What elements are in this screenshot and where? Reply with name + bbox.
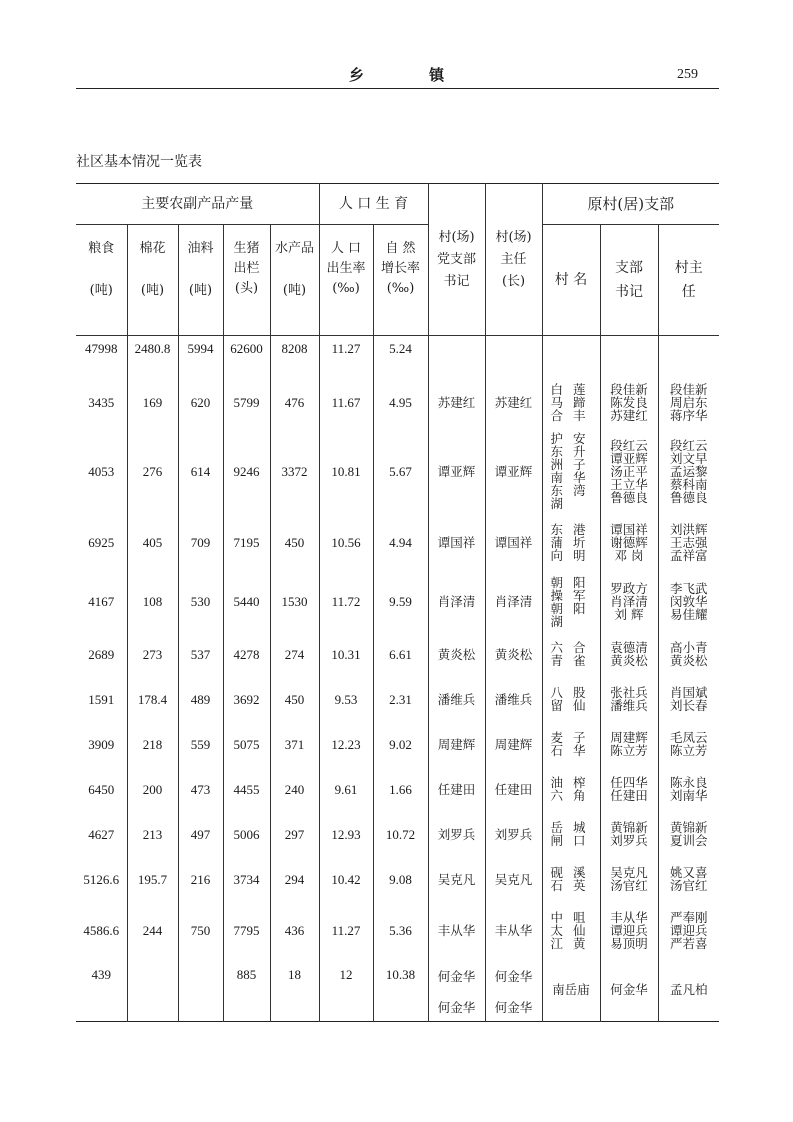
village-name: 马蹄 <box>550 394 586 410</box>
cell-birth: 10.42 <box>319 857 373 902</box>
village-name: 江黄 <box>550 935 586 951</box>
header-aquatic: 水产品 (吨) <box>270 225 319 336</box>
cell-party: 黄炎松 <box>428 632 485 677</box>
person-name: 易佳耀 <box>670 607 708 622</box>
village-name: 砚溪 <box>550 865 586 880</box>
cell-aquatic: 436 <box>270 902 319 959</box>
person-name: 刘罗兵 <box>610 833 648 848</box>
person-name: 汤官红 <box>670 878 708 893</box>
cell-pig: 885 <box>223 959 270 1022</box>
village-name: 六合 <box>550 640 586 655</box>
cell-villages <box>542 572 600 632</box>
cell-growth: 5.67 <box>373 429 428 514</box>
cell-party: 何金华 <box>428 994 485 1022</box>
header-grain: 粮食 (吨) <box>88 241 115 298</box>
cell-secretaries <box>600 429 658 514</box>
person-name: 谭国祥 <box>610 522 648 537</box>
person-name: 黄锦新 <box>610 820 648 835</box>
person-name: 任四华 <box>610 775 648 790</box>
cell-cotton: 405 <box>127 514 178 572</box>
cell-birth: 9.61 <box>319 767 373 812</box>
person-name: 段红云 <box>610 437 648 453</box>
village-name: 东港 <box>550 522 586 537</box>
cell-growth: 1.66 <box>373 767 428 812</box>
table-row <box>76 902 719 959</box>
cell-oil: 750 <box>178 902 223 959</box>
cell-party <box>428 336 485 376</box>
cell-birth: 11.72 <box>319 572 373 632</box>
cell-party: 吴克凡 <box>428 857 485 902</box>
village-name: 太仙 <box>550 922 586 938</box>
cell-aquatic: 476 <box>270 376 319 429</box>
cell-director: 谭国祥 <box>485 514 542 572</box>
cell-aquatic: 1530 <box>270 572 319 632</box>
table-row <box>76 632 719 677</box>
cell-birth: 9.53 <box>319 677 373 722</box>
village-name: 闸口 <box>550 833 586 848</box>
cell-chiefs <box>658 632 719 677</box>
cell-chiefs <box>658 857 719 902</box>
cell-oil: 473 <box>178 767 223 812</box>
cell-director: 何金华 <box>485 994 542 1022</box>
village-name: 麦子 <box>550 730 586 745</box>
village-name: 八股 <box>550 685 586 700</box>
person-name: 陈永良 <box>670 775 708 790</box>
header-original-group: 原村(居)支部 <box>542 184 719 225</box>
header-party-secretary: 村(场)党支部书记 <box>428 184 485 336</box>
person-name: 李飞武 <box>670 581 708 596</box>
cell-secretaries <box>600 677 658 722</box>
cell-grain: 3909 <box>88 736 115 752</box>
cell-secretaries <box>600 514 658 572</box>
cell-birth: 10.56 <box>319 514 373 572</box>
person-name: 陈立芳 <box>670 743 708 758</box>
cell-oil: 537 <box>178 632 223 677</box>
person-name: 汤正平 <box>610 463 648 479</box>
person-name: 王志强 <box>670 535 708 550</box>
person-name: 肖国斌 <box>670 685 708 700</box>
page-number: 259 <box>677 67 698 82</box>
cell-villages <box>542 677 600 722</box>
cell-secretaries <box>600 812 658 857</box>
cell-grain: 47998 <box>76 336 127 376</box>
cell-grain: 439 <box>91 966 111 982</box>
cell-birth: 12.93 <box>319 812 373 857</box>
cell-cotton: 276 <box>127 429 178 514</box>
cell-secretaries <box>600 959 658 1022</box>
cell-villages <box>542 336 600 376</box>
person-name: 孟运黎 <box>670 463 708 479</box>
cell-chiefs <box>658 767 719 812</box>
cell-cotton: 213 <box>127 812 178 857</box>
header-pig: 生猪出栏 (头) <box>223 225 270 336</box>
cell-director: 周建辉 <box>485 722 542 767</box>
cell-aquatic: 3372 <box>270 429 319 514</box>
cell-aquatic: 274 <box>270 632 319 677</box>
cell-grain: 4586.6 <box>83 922 120 938</box>
person-name: 周建辉 <box>610 730 648 745</box>
village-name: 六角 <box>550 788 586 803</box>
table-row <box>76 767 719 812</box>
cell-aquatic: 294 <box>270 857 319 902</box>
cell-director: 肖泽清 <box>485 572 542 632</box>
cell-pig: 7195 <box>223 514 270 572</box>
cell-party: 刘罗兵 <box>428 812 485 857</box>
cell-secretaries <box>600 767 658 812</box>
cell-growth: 4.94 <box>373 514 428 572</box>
cell-villages <box>542 902 600 959</box>
village-name: 白莲 <box>550 381 586 397</box>
cell-grain: 4053 <box>88 463 115 479</box>
cell-villages <box>542 722 600 767</box>
cell-oil: 709 <box>178 514 223 572</box>
cell-chiefs <box>658 514 719 572</box>
cell-growth: 5.24 <box>373 336 428 376</box>
village-name: 石英 <box>550 878 586 893</box>
person-name: 段红云 <box>670 437 708 453</box>
cell-chiefs <box>658 677 719 722</box>
header-birth-rate: 人 口出生率 (‰) <box>319 225 373 336</box>
table-row <box>76 959 719 994</box>
cell-grain: 5126.6 <box>83 871 120 887</box>
cell-cotton: 218 <box>127 722 178 767</box>
cell-birth: 12 <box>319 959 373 1022</box>
person-name: 姚又喜 <box>670 865 708 880</box>
cell-secretaries <box>600 902 658 959</box>
village-name: 中咀 <box>550 909 586 925</box>
table-row <box>76 336 719 376</box>
cell-cotton: 178.4 <box>127 677 178 722</box>
person-name: 陈发良 <box>610 394 648 410</box>
cell-grain: 4167 <box>88 594 115 609</box>
table-row <box>76 429 719 514</box>
person-name: 谭迎兵 <box>670 922 708 938</box>
cell-cotton: 244 <box>127 902 178 959</box>
cell-grain: 3435 <box>88 394 115 410</box>
cell-pig: 3692 <box>223 677 270 722</box>
person-name: 苏建红 <box>610 407 648 423</box>
cell-party: 潘维兵 <box>428 677 485 722</box>
person-name: 孟祥富 <box>670 548 708 563</box>
village-name: 向明 <box>550 548 586 563</box>
cell-aquatic: 18 <box>270 959 319 1022</box>
person-name: 刘洪辉 <box>670 522 708 537</box>
cell-villages <box>542 429 600 514</box>
cell-pig: 7795 <box>223 902 270 959</box>
person-name: 谭迎兵 <box>610 922 648 938</box>
cell-oil: 620 <box>178 376 223 429</box>
cell-pig: 5799 <box>223 376 270 429</box>
header-oil: 油料 (吨) <box>178 225 223 336</box>
cell-secretaries <box>600 857 658 902</box>
cell-pig: 3734 <box>223 857 270 902</box>
village-name: 朝阳湖 <box>550 600 586 629</box>
person-name: 鲁德良 <box>610 489 648 505</box>
header-agri-group: 主要农副产品产量 <box>76 184 319 225</box>
cell-cotton: 108 <box>127 572 178 632</box>
table-row <box>76 722 719 767</box>
person-name: 蔡科南 <box>670 476 708 492</box>
person-name: 夏训会 <box>670 833 708 848</box>
person-name: 刘 辉 <box>614 607 644 622</box>
header-village-director: 村主任 <box>658 225 719 336</box>
cell-growth: 9.08 <box>373 857 428 902</box>
table-caption: 社区基本情况一览表 <box>76 154 202 170</box>
cell-director: 潘维兵 <box>485 677 542 722</box>
person-name: 张社兵 <box>610 685 648 700</box>
person-name: 段佳新 <box>670 381 708 397</box>
person-name: 王立华 <box>610 476 648 492</box>
cell-chiefs <box>658 812 719 857</box>
cell-growth: 4.95 <box>373 376 428 429</box>
cell-birth: 12.23 <box>319 722 373 767</box>
village-name: 朝阳 <box>550 574 586 590</box>
cell-birth: 10.81 <box>319 429 373 514</box>
header-pop-group: 人 口 生 育 <box>319 184 428 225</box>
cell-cotton: 169 <box>127 376 178 429</box>
cell-oil: 489 <box>178 677 223 722</box>
cell-director: 吴克凡 <box>485 857 542 902</box>
person-name: 谭亚辉 <box>610 450 648 466</box>
person-name: 刘长春 <box>670 698 708 713</box>
cell-party: 苏建红 <box>428 376 485 429</box>
cell-party: 任建田 <box>428 767 485 812</box>
cell-chiefs <box>658 429 719 514</box>
village-name: 洲子 <box>550 457 586 472</box>
person-name: 毛凤云 <box>670 730 708 745</box>
cell-secretaries <box>600 722 658 767</box>
person-name: 邓 岗 <box>614 548 644 563</box>
person-name: 任建田 <box>610 788 648 803</box>
cell-pig: 9246 <box>223 429 270 514</box>
cell-pig: 5006 <box>223 812 270 857</box>
cell-aquatic: 8208 <box>270 336 319 376</box>
cell-secretaries <box>600 376 658 429</box>
cell-oil: 530 <box>178 572 223 632</box>
cell-chiefs <box>658 572 719 632</box>
person-name: 闵敦华 <box>670 594 708 609</box>
cell-villages <box>542 376 600 429</box>
cell-birth: 10.31 <box>319 632 373 677</box>
cell-chiefs <box>658 722 719 767</box>
cell-cotton: 195.7 <box>127 857 178 902</box>
cell-party: 何金华 <box>428 959 485 994</box>
cell-villages <box>542 857 600 902</box>
header-cotton: 棉花 (吨) <box>127 225 178 336</box>
person-name: 高小青 <box>670 640 708 655</box>
running-header-title: 乡 镇 <box>348 66 475 84</box>
community-table <box>76 183 719 1022</box>
village-name: 东升 <box>550 444 586 459</box>
cell-villages <box>542 959 600 1022</box>
header-branch-secretary: 支部书记 <box>600 225 658 336</box>
cell-party: 肖泽清 <box>428 572 485 632</box>
person-name: 刘南华 <box>670 788 708 803</box>
cell-growth: 5.36 <box>373 902 428 959</box>
person-name: 吴克凡 <box>610 865 648 880</box>
cell-growth: 10.72 <box>373 812 428 857</box>
cell-chiefs <box>658 902 719 959</box>
table-row <box>76 857 719 902</box>
village-name: 护安 <box>550 431 586 446</box>
cell-growth: 6.61 <box>373 632 428 677</box>
person-name: 肖泽清 <box>610 594 648 609</box>
cell-villages <box>542 514 600 572</box>
person-name: 袁德清 <box>610 640 648 655</box>
village-name: 油榨 <box>550 775 586 790</box>
person-name: 黄锦新 <box>670 820 708 835</box>
village-name: 南华 <box>550 470 586 485</box>
cell-director: 黄炎松 <box>485 632 542 677</box>
cell-pig: 5075 <box>223 722 270 767</box>
cell-grain: 2689 <box>88 646 115 662</box>
village-name: 蒲圻 <box>550 535 586 550</box>
cell-aquatic: 371 <box>270 722 319 767</box>
cell-pig: 5440 <box>223 572 270 632</box>
cell-pig: 4455 <box>223 767 270 812</box>
cell-director: 丰从华 <box>485 902 542 959</box>
table-row <box>76 514 719 572</box>
cell-oil: 497 <box>178 812 223 857</box>
person-name: 丰从华 <box>610 909 648 925</box>
cell-director: 刘罗兵 <box>485 812 542 857</box>
header-rule <box>76 88 719 89</box>
cell-party: 谭国祥 <box>428 514 485 572</box>
person-name: 孟凡柏 <box>670 982 708 998</box>
person-name: 严奉刚 <box>670 909 708 925</box>
person-name: 潘维兵 <box>610 698 648 713</box>
person-name: 鲁德良 <box>670 489 708 505</box>
table-row <box>76 376 719 429</box>
cell-party: 丰从华 <box>428 902 485 959</box>
cell-director: 任建田 <box>485 767 542 812</box>
cell-grain: 6450 <box>88 781 115 797</box>
cell-chiefs <box>658 376 719 429</box>
village-name: 南岳庙 <box>552 982 590 998</box>
cell-birth: 11.67 <box>319 376 373 429</box>
cell-villages <box>542 632 600 677</box>
cell-growth: 9.02 <box>373 722 428 767</box>
person-name: 黄炎松 <box>610 653 648 668</box>
village-name: 青雀 <box>550 653 586 668</box>
cell-growth: 2.31 <box>373 677 428 722</box>
cell-cotton <box>127 959 178 1022</box>
person-name: 黄炎松 <box>670 653 708 668</box>
header-growth-rate: 自 然增长率 (‰) <box>373 225 428 336</box>
table-row <box>76 812 719 857</box>
cell-oil <box>178 959 223 1022</box>
person-name: 谢德辉 <box>610 535 648 550</box>
cell-birth: 11.27 <box>319 336 373 376</box>
person-name: 刘文早 <box>670 450 708 466</box>
cell-villages <box>542 812 600 857</box>
header-director: 村(场)主任(长) <box>485 184 542 336</box>
village-name: 岳城 <box>550 820 586 835</box>
cell-chiefs <box>658 959 719 1022</box>
cell-director <box>485 336 542 376</box>
cell-secretaries <box>600 572 658 632</box>
cell-director: 谭亚辉 <box>485 429 542 514</box>
person-name: 陈立芳 <box>610 743 648 758</box>
cell-cotton: 200 <box>127 767 178 812</box>
cell-oil: 216 <box>178 857 223 902</box>
cell-pig: 62600 <box>223 336 270 376</box>
person-name: 汤官红 <box>610 878 648 893</box>
cell-oil: 614 <box>178 429 223 514</box>
person-name: 周启东 <box>670 394 708 410</box>
person-name: 易顶明 <box>610 935 648 951</box>
table-row <box>76 572 719 632</box>
cell-aquatic: 450 <box>270 677 319 722</box>
village-name: 东湾湖 <box>550 483 586 511</box>
cell-grain: 6925 <box>88 535 115 550</box>
cell-cotton: 273 <box>127 632 178 677</box>
village-name: 石华 <box>550 743 586 758</box>
person-name: 蒋序华 <box>670 407 708 423</box>
person-name: 段佳新 <box>610 381 648 397</box>
cell-party: 周建辉 <box>428 722 485 767</box>
table-row <box>76 677 719 722</box>
cell-oil: 559 <box>178 722 223 767</box>
person-name: 罗政方 <box>610 581 648 596</box>
village-name: 操军 <box>550 587 586 603</box>
cell-aquatic: 240 <box>270 767 319 812</box>
cell-grain: 1591 <box>88 691 115 707</box>
cell-growth: 10.38 <box>373 959 428 1022</box>
header-village-name: 村 名 <box>542 225 600 336</box>
village-name: 留仙 <box>550 698 586 713</box>
cell-pig: 4278 <box>223 632 270 677</box>
cell-secretaries <box>600 632 658 677</box>
village-name: 合丰 <box>550 407 586 423</box>
cell-aquatic: 297 <box>270 812 319 857</box>
person-name: 何金华 <box>610 982 648 998</box>
cell-grain: 4627 <box>88 826 115 842</box>
cell-secretaries <box>600 336 658 376</box>
cell-chiefs <box>658 336 719 376</box>
cell-director: 何金华 <box>485 959 542 994</box>
person-name: 严若喜 <box>670 935 708 951</box>
cell-party: 谭亚辉 <box>428 429 485 514</box>
cell-cotton: 2480.8 <box>127 336 178 376</box>
cell-oil: 5994 <box>178 336 223 376</box>
cell-director: 苏建红 <box>485 376 542 429</box>
cell-birth: 11.27 <box>319 902 373 959</box>
cell-aquatic: 450 <box>270 514 319 572</box>
cell-villages <box>542 767 600 812</box>
cell-growth: 9.59 <box>373 572 428 632</box>
